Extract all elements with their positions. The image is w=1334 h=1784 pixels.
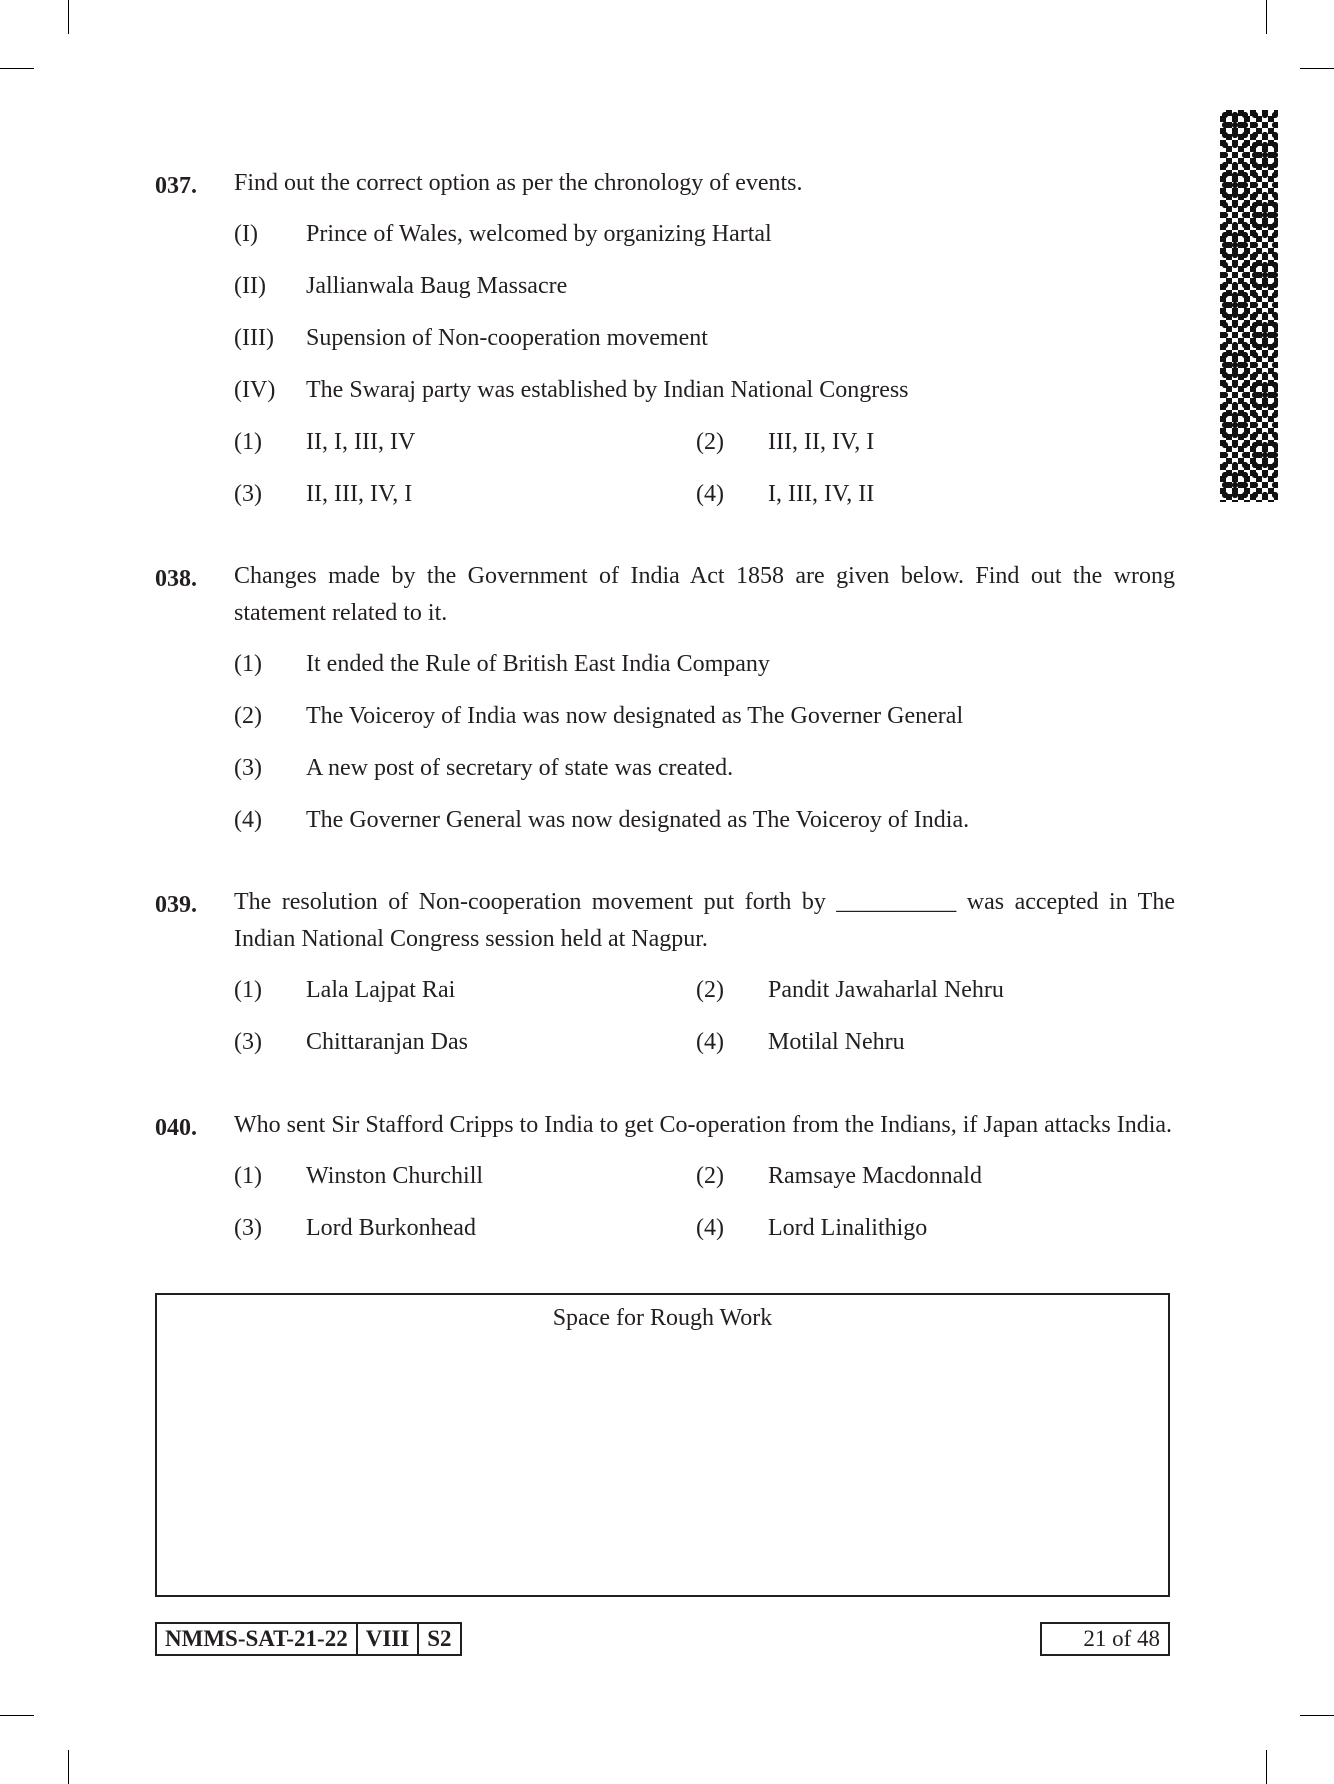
option-label: (1)	[234, 1163, 262, 1189]
question-040	[155, 1107, 1175, 1248]
option[interactable]	[234, 736, 1175, 788]
crop-mark	[1266, 0, 1267, 34]
statement-item	[234, 202, 1175, 254]
option-label: (2)	[696, 977, 724, 1003]
option-text: II, III, IV, I	[306, 481, 413, 507]
option[interactable]	[696, 972, 1158, 1009]
question-text: Changes made by the Government of India Act 1858 are given below. Find out the wrong statement related to it.	[234, 563, 1175, 626]
statement-text: The Swaraj party was established by Indian National Congress	[306, 377, 909, 403]
class-label: VIII	[358, 1624, 419, 1654]
option[interactable]	[234, 684, 1175, 736]
option-row	[234, 410, 1175, 462]
option[interactable]	[696, 476, 1158, 513]
option[interactable]	[234, 632, 1175, 684]
option-text: Motilal Nehru	[768, 1029, 905, 1055]
crop-mark	[0, 68, 34, 69]
question-number: 038.	[155, 566, 197, 592]
option[interactable]	[234, 1210, 696, 1247]
option[interactable]	[234, 1158, 696, 1195]
question-039	[155, 884, 1175, 1062]
option-row	[234, 1010, 1175, 1062]
option-text: II, I, III, IV	[306, 429, 416, 455]
option[interactable]	[234, 972, 696, 1009]
option[interactable]	[696, 1024, 1158, 1061]
option-text: Ramsaye Macdonnald	[768, 1163, 982, 1189]
option-row	[234, 462, 1175, 514]
question-number: 039.	[155, 892, 197, 918]
option[interactable]	[234, 788, 1175, 840]
security-pattern	[1220, 110, 1278, 502]
option-text: Lord Linalithigo	[768, 1215, 928, 1241]
statement-item	[234, 358, 1175, 410]
option-text: Pandit Jawaharlal Nehru	[768, 977, 1004, 1003]
crop-mark	[1300, 1715, 1334, 1716]
option-label: (2)	[234, 703, 262, 729]
option-label: (3)	[234, 1029, 262, 1055]
question-038	[155, 558, 1175, 840]
crop-mark	[68, 1750, 69, 1784]
option-label: (2)	[696, 1163, 724, 1189]
rough-work-label: Space for Rough Work	[552, 1305, 773, 1331]
option[interactable]	[234, 476, 696, 513]
crop-mark	[0, 1715, 34, 1716]
option-text: I, III, IV, II	[768, 481, 875, 507]
option-label: (3)	[234, 755, 262, 781]
statement-label: (III)	[234, 325, 274, 351]
option-text: Chittaranjan Das	[306, 1029, 468, 1055]
question-number: 040.	[155, 1115, 197, 1141]
option[interactable]	[696, 1158, 1158, 1195]
option-label: (4)	[696, 1029, 724, 1055]
crop-mark	[1266, 1750, 1267, 1784]
crop-mark	[1300, 68, 1334, 69]
footer-code-box	[155, 1622, 462, 1656]
rough-work-box	[155, 1293, 1170, 1597]
option-label: (2)	[696, 429, 724, 455]
option-text: Winston Churchill	[306, 1163, 484, 1189]
option[interactable]	[696, 424, 1158, 461]
crop-mark	[68, 0, 69, 34]
option-text: Lala Lajpat Rai	[306, 977, 456, 1003]
statement-text: Jallianwala Baug Massacre	[306, 273, 568, 299]
statement-label: (II)	[234, 273, 266, 299]
question-text: The resolution of Non-cooperation movement put forth by __________ was accepted in The Indian National Congress session held at Nagpur.	[234, 889, 1175, 952]
option-label: (1)	[234, 977, 262, 1003]
option-label: (4)	[234, 807, 262, 833]
option-text: III, II, IV, I	[768, 429, 875, 455]
option-row	[234, 1196, 1175, 1248]
statement-text: Supension of Non-cooperation movement	[306, 325, 708, 351]
statement-label: (IV)	[234, 377, 276, 403]
option-label: (4)	[696, 481, 724, 507]
set-label: S2	[427, 1626, 452, 1651]
option-row	[234, 958, 1175, 1010]
option-label: (3)	[234, 1215, 262, 1241]
option-text: The Governer General was now designated as The Voiceroy of India.	[306, 807, 970, 833]
question-text: Who sent Sir Stafford Cripps to India to get Co-operation from the Indians, if Japan attacks India.	[234, 1112, 1173, 1138]
question-number: 037.	[155, 173, 197, 199]
option-label: (3)	[234, 481, 262, 507]
statement-item	[234, 254, 1175, 306]
option[interactable]	[696, 1210, 1158, 1247]
option-label: (4)	[696, 1215, 724, 1241]
option-text: It ended the Rule of British East India Company	[306, 651, 770, 677]
page-number: 21 of 48	[1040, 1622, 1170, 1656]
option-text: A new post of secretary of state was created.	[306, 755, 734, 781]
question-text: Find out the correct option as per the chronology of events.	[234, 170, 803, 196]
statement-item	[234, 306, 1175, 358]
option-row	[234, 1144, 1175, 1196]
statement-text: Prince of Wales, welcomed by organizing Hartal	[306, 221, 772, 247]
option-label: (1)	[234, 651, 262, 677]
option[interactable]	[234, 424, 696, 461]
option[interactable]	[234, 1024, 696, 1061]
question-037	[155, 165, 1175, 514]
option-text: Lord Burkonhead	[306, 1215, 476, 1241]
option-label: (1)	[234, 429, 262, 455]
option-text: The Voiceroy of India was now designated as The Governer General	[306, 703, 964, 729]
statement-label: (I)	[234, 221, 258, 247]
exam-code: NMMS-SAT-21-22	[157, 1624, 358, 1654]
